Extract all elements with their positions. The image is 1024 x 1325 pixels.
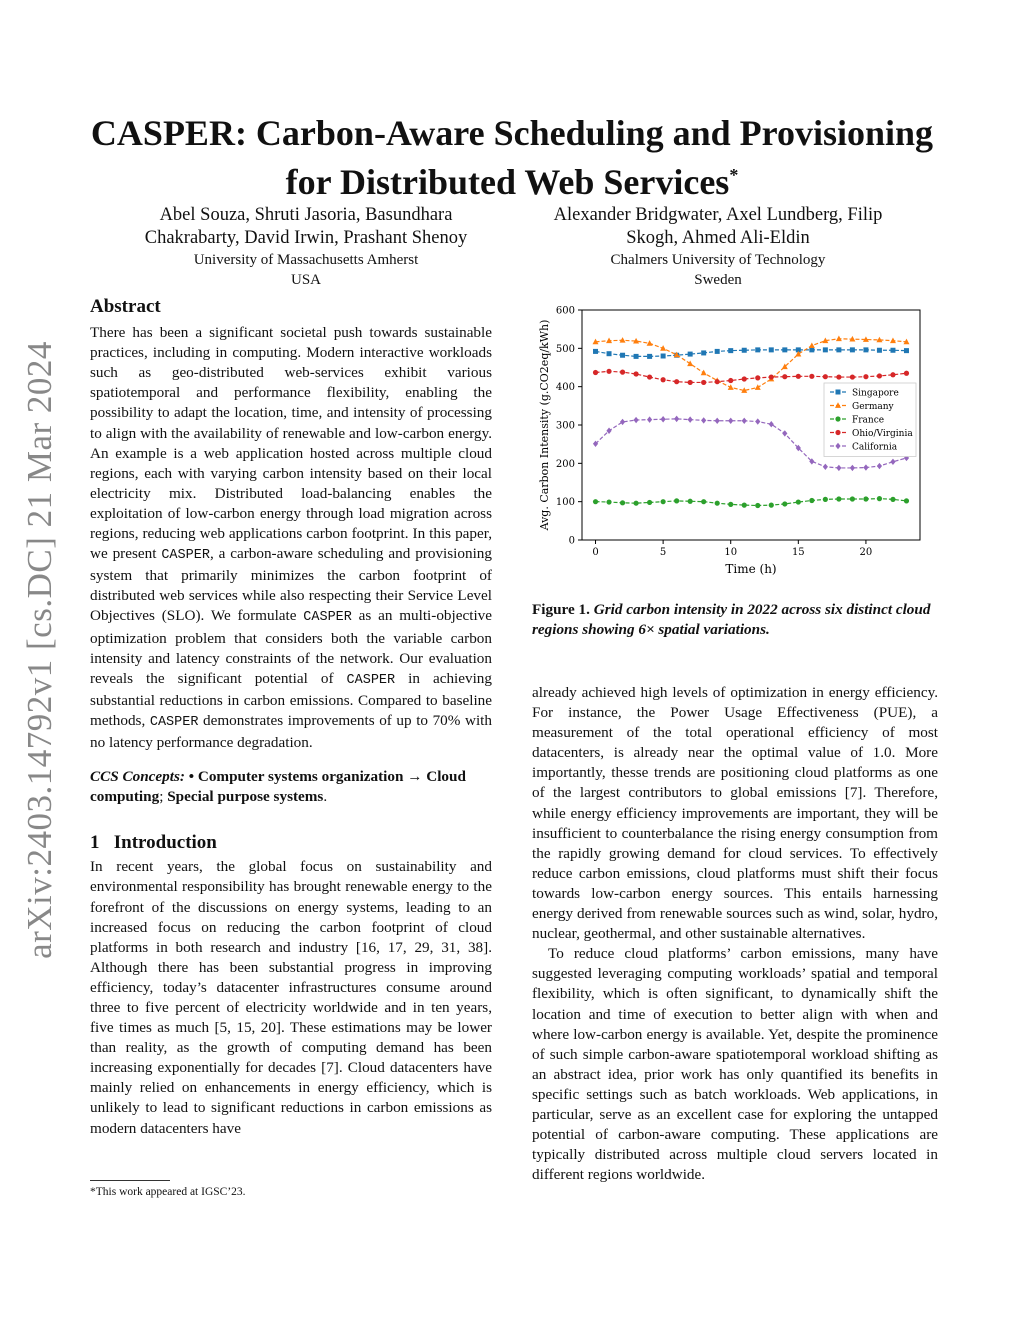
data-point-california xyxy=(701,417,706,423)
data-point-ohio-virginia xyxy=(823,374,828,379)
data-point-germany xyxy=(687,360,693,366)
intro-number: 1 xyxy=(90,832,100,854)
data-point-ohio-virginia xyxy=(701,380,706,385)
data-point-ohio-virginia xyxy=(715,379,720,384)
left-column xyxy=(90,297,492,1139)
data-point-california xyxy=(850,465,855,471)
ccs-separator: ; xyxy=(159,788,164,806)
y-tick-label: 500 xyxy=(555,343,575,355)
abstract-part5: demonstrates improvements of up to 70% with no latency performance degradation. xyxy=(90,711,492,751)
data-point-ohio-virginia xyxy=(850,374,855,379)
data-point-california xyxy=(823,464,828,470)
ccs-arrow: → xyxy=(407,768,423,786)
abstract-text xyxy=(90,323,492,753)
y-tick-label: 0 xyxy=(568,535,575,547)
authors-left-country: USA xyxy=(290,272,321,288)
x-tick-label: 0 xyxy=(592,547,599,558)
title-line-2-text: for Distributed Web Services xyxy=(285,162,730,202)
intro-para-1: In recent years, the global focus on sustainability and environmental responsibility has brought renewable energy to the forefront of the discussions on energy systems, leading to an increased focus on reducing the carbon footprint of cloud platforms in both research and industry [16, 17, 29, 31, 38]. Although there has been substantial progress in improving efficiency, today’s datacenter infrastructures consume around three to five percent of electricity worldwide and in ten years, five times as much [5, 15, 20]. These estimations may be lower than reality, as the growth of computing demand has been increasing exponentially for decades [7]. Cloud datacenters have mainly relied on enhancements in energy efficiency, which is unlikely to lead to significant reductions in carbon emissions as modern datacenters have xyxy=(90,858,492,1137)
abstract-part2: , a carbon-aware scheduling and provisioning system that primarily minimizes the carbon footprint of distributed web services while also respecting their Service Level Objectives (SLO). We formulate xyxy=(90,545,492,625)
ccs-concept-3: Special purpose systems xyxy=(167,788,324,806)
data-point-singapore xyxy=(634,354,639,359)
footnote-rule xyxy=(90,1180,170,1181)
legend-label-germany: Germany xyxy=(852,402,894,412)
data-point-california xyxy=(715,418,720,424)
data-point-france xyxy=(715,501,720,506)
authors-left-line1: Abel Souza, Shruti Jasoria, Basundhara xyxy=(159,205,453,225)
ccs-bullet: • xyxy=(188,768,195,786)
data-point-california xyxy=(620,419,625,425)
figure-caption-text: Grid carbon intensity in 2022 across six distinct cloud regions showing 6× spatial variations. xyxy=(532,601,931,638)
casper-name: CASPER xyxy=(149,714,199,730)
authors-left-line2: Chakrabarty, David Irwin, Prashant Shenoy xyxy=(144,228,468,248)
data-point-ohio-virginia xyxy=(904,371,909,376)
data-point-california xyxy=(728,418,733,424)
data-point-france xyxy=(850,496,855,501)
intro-para-2: already achieved high levels of optimization in energy efficiency. For instance, the Power Usage Effectiveness (PUE), a measurement of the total operational efficiency of most datacenters, is already near the optimal value of 1.0. More importantly, thesse trends are positioning cloud platforms as one of the largest contributors to global emissions [7]. Therefore, while energy efficiency improvements are important, they will be insufficient to counterbalance the rising energy consumption from the rapidly growing demand for cloud services. To effectively reduce carbon emissions, cloud platforms must shift their focus towards low-carbon energy sources. This entails harnessing energy derived from renewable sources such as wind, solar, hydro, nuclear, geothermal, and other sustainable alternatives. xyxy=(532,684,938,943)
data-point-ohio-virginia xyxy=(593,370,598,375)
legend-marker-france xyxy=(835,416,840,421)
data-point-france xyxy=(620,500,625,505)
data-point-california xyxy=(674,416,679,422)
data-point-singapore xyxy=(742,348,747,353)
ccs-concept-1: Computer systems organization xyxy=(197,768,404,786)
casper-name: CASPER xyxy=(161,548,210,564)
authors-right xyxy=(508,204,928,290)
data-point-california xyxy=(633,417,638,423)
title-line-1: CASPER: Carbon-Aware Scheduling and Provisioning xyxy=(90,113,934,153)
data-point-california xyxy=(836,465,841,471)
intro-heading xyxy=(90,833,492,853)
casper-name: CASPER xyxy=(346,672,396,688)
data-point-california xyxy=(647,416,652,422)
data-point-ohio-virginia xyxy=(728,378,733,383)
data-point-singapore xyxy=(823,347,828,352)
data-point-ohio-virginia xyxy=(647,374,652,379)
data-point-france xyxy=(823,497,828,502)
data-point-singapore xyxy=(863,347,868,352)
figure-caption xyxy=(532,600,938,640)
data-point-singapore xyxy=(755,347,760,352)
paper-title xyxy=(60,112,964,203)
data-point-california xyxy=(742,418,747,424)
data-point-germany xyxy=(809,342,815,348)
data-point-france xyxy=(782,501,787,506)
y-tick-label: 300 xyxy=(555,420,575,432)
data-point-france xyxy=(593,499,598,504)
data-point-california xyxy=(688,416,693,422)
casper-name: CASPER xyxy=(303,610,352,626)
legend-label-ohio-virginia: Ohio/Virginia xyxy=(852,429,913,439)
data-point-germany xyxy=(701,370,707,376)
ccs-end: . xyxy=(323,788,328,806)
data-point-france xyxy=(742,503,747,508)
data-point-france xyxy=(863,496,868,501)
authors-right-line2: Skogh, Ahmed Ali-Eldin xyxy=(626,228,810,248)
authors-right-country: Sweden xyxy=(694,272,742,288)
data-point-france xyxy=(836,496,841,501)
authors-left xyxy=(96,204,516,290)
data-point-france xyxy=(769,503,774,508)
data-point-california xyxy=(755,418,760,424)
data-point-singapore xyxy=(715,349,720,354)
data-point-ohio-virginia xyxy=(688,380,693,385)
data-point-california xyxy=(863,464,868,470)
ccs-concept-2: Cloud computing xyxy=(90,768,466,806)
data-point-california xyxy=(877,463,882,469)
abstract-heading: Abstract xyxy=(90,296,161,317)
ccs-label: CCS Concepts: xyxy=(90,768,185,786)
x-axis-label: Time (h) xyxy=(725,562,777,576)
data-point-france xyxy=(728,502,733,507)
data-point-california xyxy=(782,430,787,436)
data-point-germany xyxy=(755,384,761,390)
data-point-france xyxy=(755,503,760,508)
data-point-singapore xyxy=(647,354,652,359)
data-point-ohio-virginia xyxy=(633,371,638,376)
data-point-california xyxy=(769,421,774,427)
intro-para-3: To reduce cloud platforms’ carbon emissions, many have suggested leveraging computing workloads’ spatial and temporal flexibility, which is often significant, to dynamically shift the location and time of execution to better align with when and where low-carbon energy is available. Yet, despite the prominence of such simple carbon-aware spatiotemporal workload shifting as an abstract idea, prior work has only quantified its benefits in specific settings such as batch workloads. Web applications, in particular, serve as an excellent case for exploring the untapped potential of carbon-aware computing. These applications are typically distributed across multiple cloud servers located in different regions worldwide. xyxy=(532,945,938,1184)
data-point-singapore xyxy=(850,347,855,352)
data-point-france xyxy=(606,499,611,504)
data-point-ohio-virginia xyxy=(863,374,868,379)
abstract-part1: There has been a significant societal push towards sustainable practices, including in computing. Modern interactive workloads such as geo-distributed web-services exhibit various spatiotemporal and performance flexibility, enabling the possibility to adapt the location, time, and intensity of processing to align with the availability of renewable and low-carbon energy. An example is a web application hosted across multiple cloud regions, each with varying carbon intensity based on their local electricity mix. Distributed load-balancing enables the exploitation of low-carbon energy through load migration across regions, reducing web applications carbon footprint. In this paper, we present xyxy=(90,324,492,563)
data-point-ohio-virginia xyxy=(796,374,801,379)
data-point-ohio-virginia xyxy=(742,376,747,381)
data-point-france xyxy=(633,501,638,506)
data-point-singapore xyxy=(593,349,598,354)
y-tick-label: 400 xyxy=(555,382,575,394)
abstract-part3: as an multi-objective optimization problem that considers both the variable carbon intensity and latency constraints of the network. Our evaluation reveals the significant potential of xyxy=(90,607,492,687)
y-tick-label: 200 xyxy=(555,458,575,470)
data-point-ohio-virginia xyxy=(809,374,814,379)
title-footnote-marker: * xyxy=(729,165,739,185)
ccs-concepts xyxy=(90,767,492,807)
intro-title: Introduction xyxy=(113,832,217,854)
arxiv-stamp xyxy=(10,341,70,959)
series-line-singapore xyxy=(596,350,907,357)
data-point-ohio-virginia xyxy=(674,379,679,384)
authors-right-line1: Alexander Bridgwater, Axel Lundberg, Filip xyxy=(553,205,883,225)
data-point-ohio-virginia xyxy=(782,374,787,379)
data-point-ohio-virginia xyxy=(836,374,841,379)
x-tick-label: 10 xyxy=(724,547,738,558)
legend-label-france: France xyxy=(852,415,885,426)
data-point-singapore xyxy=(904,348,909,353)
data-point-ohio-virginia xyxy=(661,377,666,382)
arxiv-id: arXiv:2403.14792v1 [cs.DC] 21 Mar 2024 xyxy=(20,341,59,959)
data-point-singapore xyxy=(701,350,706,355)
data-point-france xyxy=(688,499,693,504)
legend-label-california: California xyxy=(852,442,898,453)
data-point-singapore xyxy=(836,347,841,352)
data-point-france xyxy=(904,498,909,503)
data-point-france xyxy=(647,500,652,505)
data-point-france xyxy=(674,498,679,503)
y-tick-label: 100 xyxy=(555,497,575,509)
authors-left-affiliation: University of Massachusetts Amherst xyxy=(193,252,419,268)
data-point-france xyxy=(661,499,666,504)
carbon-intensity-chart xyxy=(530,300,940,590)
data-point-ohio-virginia xyxy=(755,375,760,380)
data-point-ohio-virginia xyxy=(890,372,895,377)
legend-marker-ohio-virginia xyxy=(835,430,840,435)
data-point-germany xyxy=(647,340,653,346)
data-point-singapore xyxy=(782,347,787,352)
data-point-singapore xyxy=(890,348,895,353)
data-point-france xyxy=(701,499,706,504)
data-point-california xyxy=(890,459,895,465)
x-tick-label: 20 xyxy=(859,547,873,558)
data-point-france xyxy=(877,496,882,501)
legend-label-singapore: Singapore xyxy=(852,388,899,399)
data-point-singapore xyxy=(661,354,666,359)
right-column xyxy=(532,683,938,1185)
data-point-singapore xyxy=(688,352,693,357)
data-point-ohio-virginia xyxy=(606,369,611,374)
figure-label: Figure 1. xyxy=(532,601,590,618)
data-point-singapore xyxy=(607,351,612,356)
abstract-part4: in achieving substantial reductions in carbon emissions. Compared to baseline methods, xyxy=(90,669,492,729)
data-point-ohio-virginia xyxy=(620,370,625,375)
data-point-california xyxy=(661,416,666,422)
footnote: *This work appeared at IGSC’23. xyxy=(90,1186,246,1198)
data-point-singapore xyxy=(620,353,625,358)
data-point-ohio-virginia xyxy=(769,374,774,379)
series-line-france xyxy=(596,499,907,506)
data-point-singapore xyxy=(769,347,774,352)
authors-right-affiliation: Chalmers University of Technology xyxy=(610,252,826,268)
data-point-france xyxy=(890,497,895,502)
data-point-singapore xyxy=(877,348,882,353)
y-tick-label: 600 xyxy=(555,305,575,317)
data-point-france xyxy=(809,498,814,503)
data-point-singapore xyxy=(809,347,814,352)
x-tick-label: 15 xyxy=(791,547,805,558)
x-tick-label: 5 xyxy=(659,547,667,558)
title-line-2 xyxy=(60,154,964,203)
data-point-singapore xyxy=(728,348,733,353)
data-point-france xyxy=(796,499,801,504)
legend-marker-singapore xyxy=(836,390,841,395)
data-point-ohio-virginia xyxy=(877,373,882,378)
series-line-ohio-virginia xyxy=(596,371,907,382)
y-axis-label: Avg. Carbon Intensity (g.CO2eq/kWh) xyxy=(538,319,551,531)
